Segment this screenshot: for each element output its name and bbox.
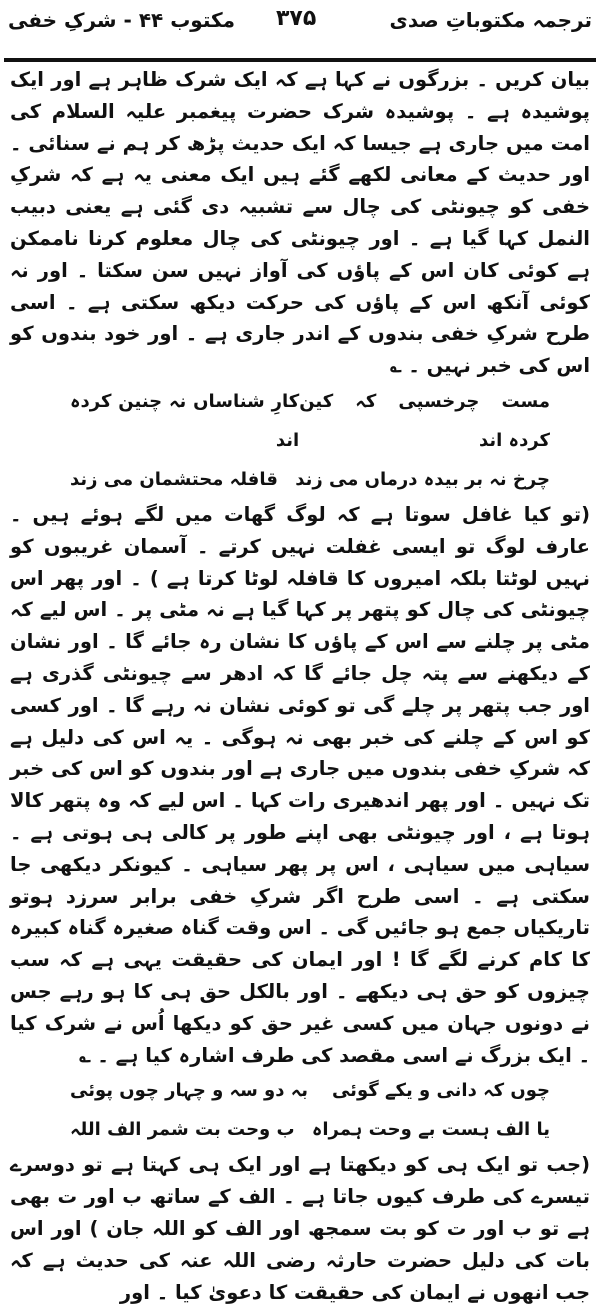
paragraph: بیان کریں ۔ بزرگوں نے کہا ہے کہ ایک شرک ظاہر ہے اور ایک پوشیدہ ہے ۔ پوشیدہ شرک حضرت پیغمبر علیہ السلام کی امت میں جاری ہے جیسا کہ ایک حدیث پڑھ کر ہم نے سنائی ۔ اور حدیث کے معانی لکھے گئے ہیں ایک معنی یہ ہے کہ شرکِ خفی کو چیونٹی کی چال سے تشبیہ دی گئی ہے یعنی دبیب النمل کہا گیا ہے ۔ اور چیونٹی کی چال معلوم کرنا ناممکن ہے کوئی کان اس کے پاؤں کی آواز نہیں سن سکتا ۔ اور نہ کوئی آنکھ اس کے پاؤں کی حرکت دیکھ سکتی ہے ۔ اسی طرح شرکِ خفی بندوں کے اندر جاری ہے ۔ اور خود بندوں کو اس کی خبر نہیں ۔ ؎ [10,68,590,378]
page-number: ۳۷۵ [276,6,317,31]
paragraph: (جب تو ایک ہی کو دیکھتا ہے اور ایک ہی کہتا ہے تو دوسرے تیسرے کی طرف کیوں جاتا ہے ۔ الف کے ساتھ ب اور ت بھی ہے تو ب اور ت کو بت سمجھ اور الف کو اللہ جان ) اور اس بات کی دلیل حضرت حارثہ رضی اللہ عنہ کی حدیث ہے کہ جب انھوں نے ایمان کی حقیقت کا دعویٰ کیا ۔ اور [10,1153,590,1304]
verse-right: یا الف ہست بے وحت ہمراہ [311,1119,550,1141]
verse-line [10,460,590,499]
verse-left: ب وحت بت شمر الف اللہ [70,1119,295,1141]
verse-line [10,1071,590,1110]
section-title: مکتوب ۴۴ - شرکِ خفی [8,8,236,32]
verse-line [10,382,590,460]
page-header [6,2,594,48]
verse-left: بہ دو سہ و چہار چوں پوئی [70,1080,309,1102]
verse-left: کارِ شناساں نہ چنین کردہ اند [70,390,300,451]
verse-right: مست چرخسپی کہ کین کردہ اند [299,390,550,451]
verse-right: چرخ نہ بر بیدہ درماں می زند [295,468,550,490]
verse-line [10,1110,590,1149]
verse-right: چوں کہ دانی و یکے گوئی [331,1080,550,1102]
book-title: ترجمہ مکتوباتِ صدی [389,8,592,32]
page-body [10,64,590,1304]
verse-left: قافلہ محتشمان می زند [70,468,278,490]
paragraph: (تو کیا غافل سوتا ہے کہ لوگ گھات میں لگے ہوئے ہیں ۔ عارف لوگ تو ایسی غفلت نہیں کرتے ۔ آسمان غریبوں کو نہیں لوٹتا بلکہ امیروں کا قافلہ لوٹا کرتا ہے ) ۔ اور پھر اس چیونٹی کی چال کو پتھر پر کہا گیا ہے نہ مٹی پر ۔ اس لیے کہ مٹی پر چلنے سے اس کے پاؤں کا نشان رہ جائے گا ۔ اور نشان کے دیکھنے سے پتہ چل جائے گا کہ ادھر سے چیونٹی گذری ہے اور جب پتھر پر چلے گی تو کوئی نشان نہ رہے گا ۔ اور کسی کو اس کے چلنے کی خبر بھی نہ ہوگی ۔ یہ اس کی دلیل ہے کہ شرکِ خفی بندوں میں جاری ہے اور بندوں کو اس کی خبر تک نہیں ۔ اور پھر اندھیری رات کہا ۔ اس لیے کہ وہ پتھر کالا ہوتا ہے ، اور چیونٹی بھی اپنے طور پر کالی ہی ہوتی ہے ۔ سیاہی میں سیاہی ، اس پر پھر سیاہی ۔ کیونکر دیکھی جا سکتی ہے ۔ اسی طرح اگر شرکِ خفی برابر سرزد ہوتو تاریکیاں جمع ہو جائیں گی ۔ اس وقت گناہ صغیرہ گناہ کبیرہ کا کام کرنے لگے گا ! اور ایمان کی حقیقت یہی ہے کہ سب چیزوں کو حق ہی دیکھے ۔ اور بالکل حق ہی کا ہو رہے جس نے دونوں جہان میں کسی غیر حق کو دیکھا اُس نے شرک کیا ۔ ایک بزرگ نے اسی مقصد کی طرف اشارہ کیا ہے ۔ ؎ [10,502,590,1067]
header-rule [4,58,596,62]
